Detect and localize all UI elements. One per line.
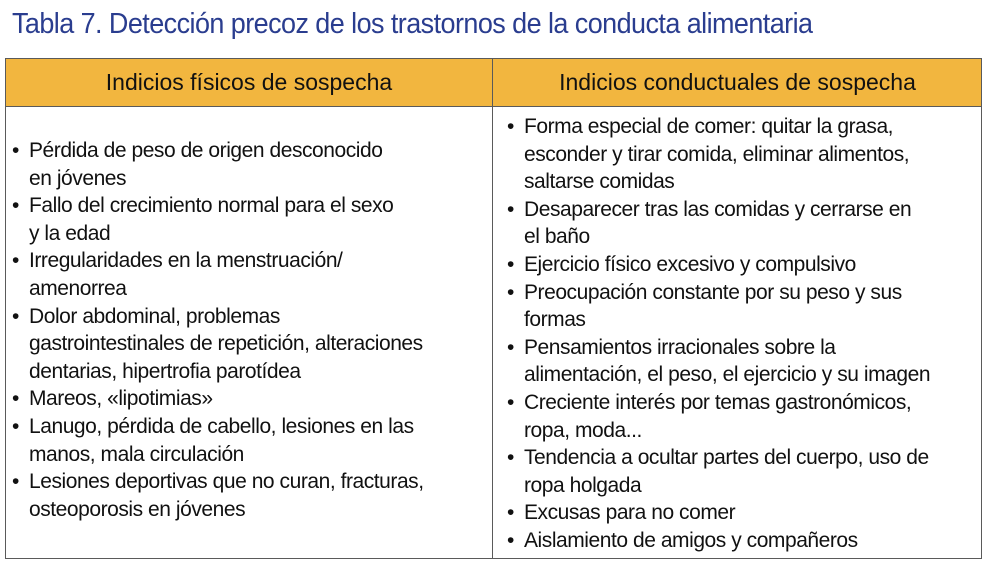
list-item-text-line: el baño <box>524 225 590 249</box>
list-item-text-line: formas <box>524 308 586 332</box>
list-item <box>10 137 488 192</box>
list-item <box>10 192 488 247</box>
list-item <box>505 527 979 555</box>
list-item-text-line: Creciente interés por temas gastronómicos, <box>524 390 912 414</box>
list-item-text-line: Pérdida de peso de origen desconocido <box>29 139 383 162</box>
bullet-icon: • <box>507 280 514 304</box>
list-item-text-line: dentarias, hipertrofia parotídea <box>29 359 301 383</box>
list-item-text-line: alimentación, el peso, el ejercicio y su imagen <box>524 363 931 387</box>
list-item <box>10 413 488 468</box>
list-item-text-line: esconder y tirar comida, eliminar alimentos, <box>524 142 910 166</box>
list-item-text-line: Pensamientos irracionales sobre la <box>524 335 836 359</box>
list-item-text-line: en jóvenes <box>29 166 127 190</box>
list-item <box>505 279 979 334</box>
list-item <box>10 468 488 523</box>
list-item-text-line: Forma especial de comer: quitar la grasa, <box>524 115 894 138</box>
bullet-icon: • <box>12 139 19 162</box>
list-item-text-line: saltarse comidas <box>524 170 675 194</box>
bullet-icon: • <box>507 390 514 414</box>
list-item-text-line: Tendencia a ocultar partes del cuerpo, uso de <box>524 446 929 470</box>
list-item-text-line: Ejercicio físico excesivo y compulsivo <box>524 252 856 276</box>
list-item <box>10 247 488 302</box>
list-item-text-line: ropa, moda... <box>524 418 642 442</box>
list-item <box>505 251 979 279</box>
list-item-text-line: manos, mala circulación <box>29 442 244 466</box>
list-item <box>10 385 488 413</box>
list-item-text-line: osteoporosis en jóvenes <box>29 497 246 521</box>
list-item-text-line: Lesiones deportivas que no curan, fracturas, <box>29 470 424 494</box>
screening-table <box>5 58 982 559</box>
header-physical-signs: Indicios físicos de sospecha <box>105 68 393 95</box>
bullet-icon: • <box>12 249 19 273</box>
list-item-text-line: y la edad <box>29 221 111 245</box>
list-item <box>505 444 979 499</box>
bullet-icon: • <box>12 387 19 411</box>
table-title: Tabla 7. Detección precoz de los trastornos de la conducta alimentaria <box>12 8 813 40</box>
bullet-icon: • <box>12 194 19 218</box>
list-item <box>505 113 979 196</box>
list-item-text-line: Mareos, «lipotimias» <box>29 387 213 411</box>
list-item <box>505 334 979 389</box>
bullet-icon: • <box>507 252 514 276</box>
list-item-text-line: amenorrea <box>29 276 127 300</box>
list-item-text-line: Aislamiento de amigos y compañeros <box>524 528 858 552</box>
list-item-text-line: Excusas para no comer <box>524 501 736 525</box>
list-item <box>10 303 488 386</box>
list-item-text-line: gastrointestinales de repetición, alteraciones <box>29 332 423 356</box>
list-item-text-line: ropa holgada <box>524 473 642 497</box>
bullet-icon: • <box>507 335 514 359</box>
column-divider <box>492 59 493 558</box>
list-item <box>505 389 979 444</box>
bullet-icon: • <box>507 115 514 138</box>
header-behavioral-signs: Indicios conductuales de sospecha <box>559 68 916 95</box>
physical-signs-list <box>10 137 488 523</box>
bullet-icon: • <box>12 470 19 494</box>
table-header-row <box>6 59 981 107</box>
list-item-text-line: Dolor abdominal, problemas <box>29 304 280 328</box>
list-item-text-line: Lanugo, pérdida de cabello, lesiones en las <box>29 414 414 438</box>
bullet-icon: • <box>507 197 514 221</box>
list-item-text-line: Fallo del crecimiento normal para el sexo <box>29 194 394 218</box>
bullet-icon: • <box>507 528 514 552</box>
behavioral-signs-list <box>505 113 979 555</box>
list-item-text-line: Irregularidades en la menstruación/ <box>29 249 343 273</box>
bullet-icon: • <box>12 304 19 328</box>
list-item-text-line: Desaparecer tras las comidas y cerrarse en <box>524 197 912 221</box>
list-item <box>505 196 979 251</box>
bullet-icon: • <box>12 414 19 438</box>
bullet-icon: • <box>507 446 514 470</box>
bullet-icon: • <box>507 501 514 525</box>
list-item <box>505 499 979 527</box>
list-item-text-line: Preocupación constante por su peso y sus <box>524 280 902 304</box>
